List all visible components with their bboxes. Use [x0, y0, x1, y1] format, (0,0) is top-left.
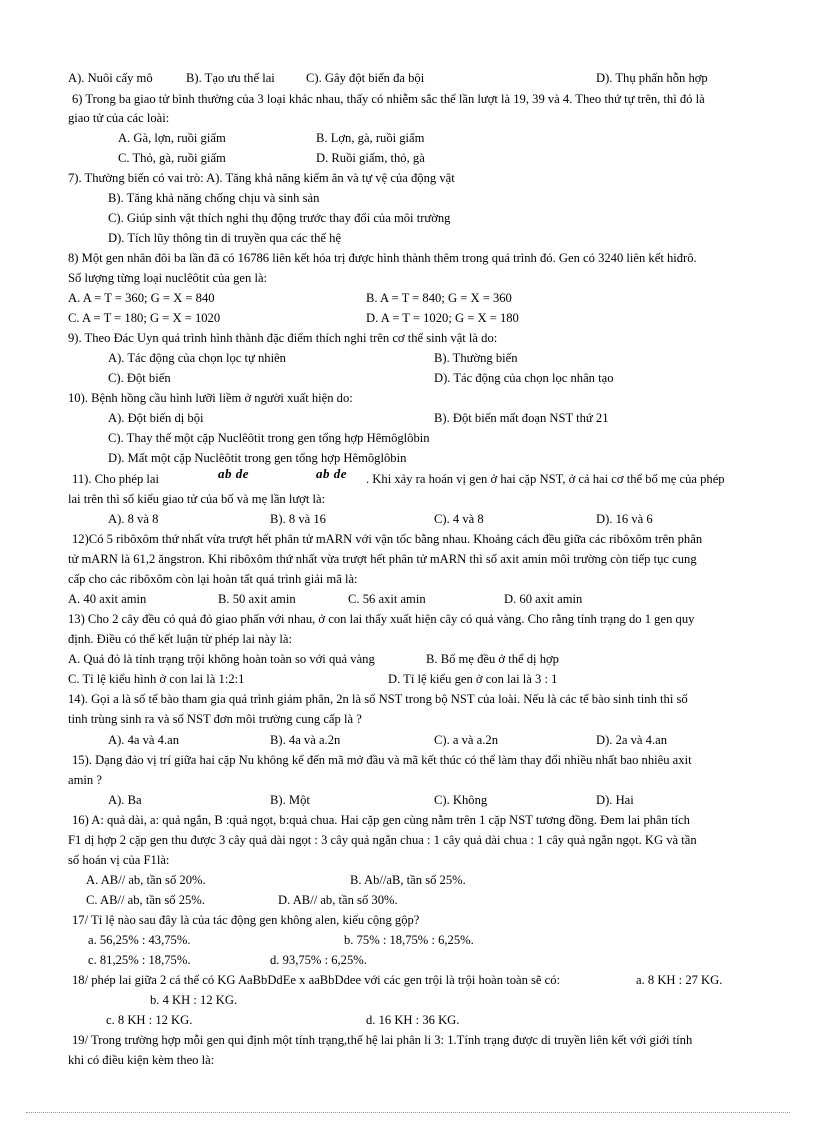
q13-option-d: D. Tỉ lệ kiểu gen ở con lai là 3 : 1 — [388, 672, 558, 686]
q11-option-b: B). 8 và 16 — [270, 512, 326, 526]
q17-option-a: a. 56,25% : 43,75%. — [88, 933, 191, 947]
q10-option-a: A). Đột biến dị bội — [108, 411, 204, 425]
q13-option-b: B. Bố mẹ đều ở thể dị hợp — [426, 652, 559, 666]
q11-option-a: A). 8 và 8 — [108, 512, 159, 526]
q11-genotype-1: ab de — [218, 466, 250, 481]
q17-option-c: c. 81,25% : 18,75%. — [88, 953, 191, 967]
q14-option-c: C). a và a.2n — [434, 733, 498, 747]
q14-option-a: A). 4a và 4.an — [108, 733, 179, 747]
q14-option-d: D). 2a và 4.an — [596, 733, 667, 747]
q10-option-b: B). Đột biến mất đoạn NST thứ 21 — [434, 411, 609, 425]
q16-option-d: D. AB// ab, tần số 30%. — [278, 893, 398, 907]
q14-option-b: B). 4a và a.2n — [270, 733, 341, 747]
q18-option-a: a. 8 KH : 27 KG. — [636, 973, 723, 987]
q16-option-c: C. AB// ab, tần số 25%. — [86, 893, 205, 907]
q5-option-a: A). Nuôi cấy mô — [68, 71, 153, 85]
q8-option-a: A. A = T = 360; G = X = 840 — [68, 291, 215, 305]
q13-option-c: C. Tỉ lệ kiểu hình ở con lai là 1:2:1 — [68, 672, 245, 686]
q15-option-a: A). Ba — [108, 793, 142, 807]
q12-option-c: C. 56 axit amin — [348, 592, 426, 606]
q6-option-d: D. Ruồi giấm, thỏ, gà — [316, 151, 425, 165]
q12-option-a: A. 40 axit amin — [68, 592, 147, 606]
q11-option-c: C). 4 và 8 — [434, 512, 484, 526]
q6-option-c: C. Thỏ, gà, ruồi giấm — [118, 151, 226, 165]
q8-option-c: C. A = T = 180; G = X = 1020 — [68, 311, 221, 325]
q18-option-c: c. 8 KH : 12 KG. — [106, 1013, 193, 1027]
q5-option-c: C). Gây đột biến đa bội — [306, 71, 425, 85]
q16-option-b: B. Ab//aB, tần số 25%. — [350, 873, 466, 887]
page-bottom-dotted-rule — [26, 1112, 790, 1113]
q9-option-a: A). Tác động của chọn lọc tự nhiên — [108, 351, 286, 365]
q12-option-b: B. 50 axit amin — [218, 592, 296, 606]
q11-option-d: D). 16 và 6 — [596, 512, 653, 526]
q8-option-b: B. A = T = 840; G = X = 360 — [366, 291, 512, 305]
q17-option-d: d. 93,75% : 6,25%. — [270, 953, 367, 967]
q18-option-b: b. 4 KH : 12 KG. — [150, 993, 238, 1007]
q5-option-b: B). Tạo ưu thế lai — [186, 71, 275, 85]
q11-genotype-2: ab de — [316, 466, 348, 481]
q6-option-a: A. Gà, lợn, ruồi giấm — [118, 131, 226, 145]
q8-option-d: D. A = T = 1020; G = X = 180 — [366, 311, 519, 325]
q9-option-c: C). Đột biến — [108, 371, 171, 385]
q5-option-d: D). Thụ phấn hỗn hợp — [596, 71, 708, 85]
q15-option-c: C). Không — [434, 793, 488, 807]
q16-option-a: A. AB// ab, tần số 20%. — [86, 873, 206, 887]
q17-option-b: b. 75% : 18,75% : 6,25%. — [344, 933, 474, 947]
q9-option-b: B). Thường biến — [434, 351, 518, 365]
q13-option-a: A. Quả đỏ là tính trạng trội không hoàn toàn so với quả vàng — [68, 652, 375, 666]
q12-option-d: D. 60 axit amin — [504, 592, 583, 606]
q15-option-d: D). Hai — [596, 793, 634, 807]
q6-option-b: B. Lợn, gà, ruồi giấm — [316, 131, 425, 145]
q15-option-b: B). Một — [270, 793, 310, 807]
q18-option-d: d. 16 KH : 36 KG. — [366, 1013, 460, 1027]
q9-option-d: D). Tác động của chọn lọc nhân tạo — [434, 371, 614, 385]
